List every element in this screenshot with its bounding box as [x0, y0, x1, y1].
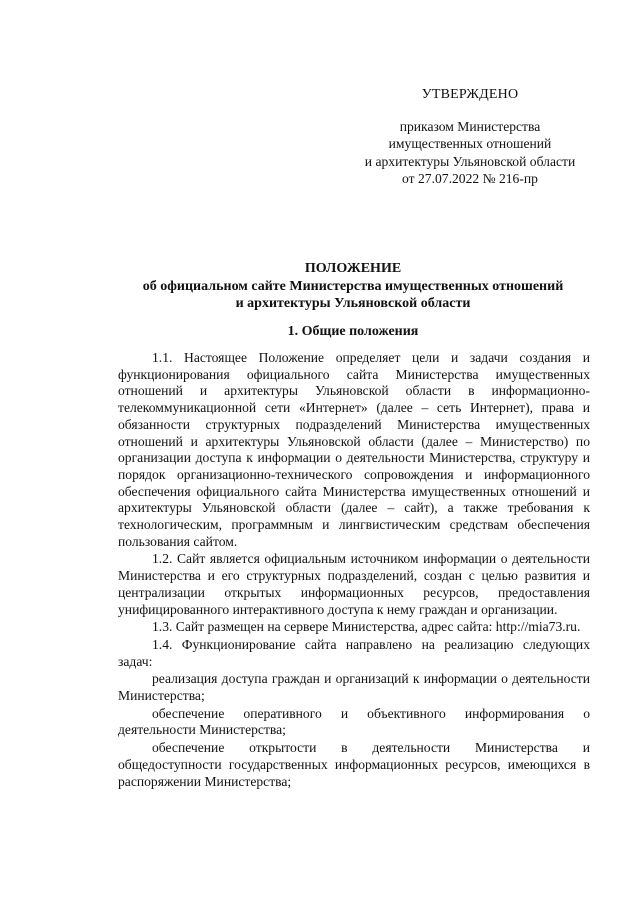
paragraph: обеспечение оперативного и объективного информирования о деятельности Министерства; [118, 705, 590, 738]
approval-line: и архитектуры Ульяновской области [364, 153, 576, 169]
approval-line: от 27.07.2022 № 216-пр [402, 171, 538, 186]
title-main: ПОЛОЖЕНИЕ [304, 261, 402, 276]
approval-line: приказом Министерства [399, 118, 541, 134]
paragraph: 1.1. Настоящее Положение определяет цели и задачи создания и функционирования официального сайта Министерства имущественных отношений и архитектуры Ульяновской области в информационно-телекоммуникационной сети «Интернет» (далее – сеть Интернет), права и обязанности структурных подразделений Министерства имущественных отношений и архитектуры Ульяновской области (далее – Министерство) по организации доступа к информации о деятельности Министерства, структуру и порядок организационно-технического сопровождения и информационного обеспечения официального сайта Министерства имущественных отношений и архитектуры Ульяновской области (далее – сайт), а также требования к технологическим, программным и лингвистическим средствам обеспечения пользования сайтом. [118, 350, 590, 549]
approval-block [350, 86, 590, 188]
paragraph: 1.4. Функционирование сайта направлено на реализацию следующих задач: [118, 636, 590, 669]
paragraph: 1.3. Сайт размещен на сервере Министерства, адрес сайта: http://mia73.ru. [152, 619, 581, 635]
document-title [118, 260, 588, 313]
approval-line: имущественных отношений [388, 136, 552, 151]
title-line-2: и архитектуры Ульяновской области [235, 296, 471, 311]
paragraph: реализация доступа граждан и организаций к информации о деятельности Министерства; [118, 671, 590, 704]
paragraph: 1.2. Сайт является официальным источником информации о деятельности Министерства и его структурных подразделений, создан с целью развития и централизации открытых информационных ресурсов, предоставления унифицированного интерактивного доступа к нему граждан и организации. [118, 551, 590, 617]
approval-heading: УТВЕРЖДЕНО [421, 87, 519, 102]
section-heading: 1. Общие положения [287, 324, 419, 339]
title-line-1: об официальном сайте Министерства имущественных отношений [142, 278, 564, 294]
document-body [118, 350, 590, 791]
paragraph: обеспечение открытости в деятельности Министерства и общедоступности государственных информационных ресурсов, имеющихся в распоряжении Министерства; [118, 740, 590, 789]
